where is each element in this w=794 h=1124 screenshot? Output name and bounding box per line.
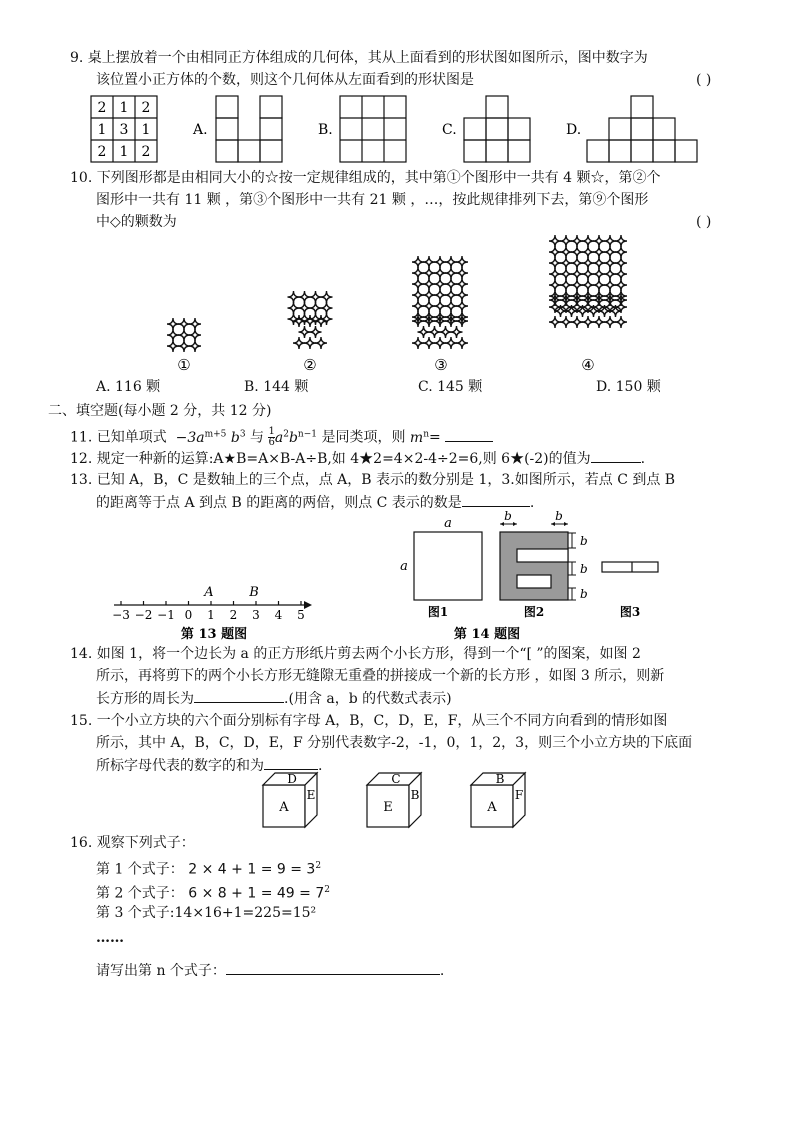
q16-answer-blank[interactable] bbox=[226, 960, 440, 975]
q16-dots: …… bbox=[96, 930, 124, 946]
grid-cell: 1 bbox=[97, 122, 107, 138]
q10-line1: 10. 下列图形都是由相同大小的☆按一定规律组成的，其中第①个图形中一共有 4 颗☆，第②个 bbox=[70, 170, 661, 186]
q12-text: 12. 规定一种新的运算:A★B=A×B-A÷B,如 4★2=4×2-4÷2=6,则 6★(-2)的值为 bbox=[70, 451, 591, 467]
q15-end: . bbox=[318, 758, 323, 774]
grid-cell: 1 bbox=[119, 144, 129, 160]
fig2-b-label-1: b bbox=[504, 509, 512, 523]
q16-end: . bbox=[439, 963, 445, 979]
cube-top-label: D bbox=[287, 772, 297, 786]
q16-row1-expression: 2 × 4 + 1 = 9 = 3 bbox=[188, 861, 316, 878]
grid-cell: 3 bbox=[119, 122, 129, 138]
fig2-b-label-4: b bbox=[580, 562, 588, 576]
fig1-side-label: a bbox=[400, 559, 408, 574]
tick-label: −2 bbox=[134, 608, 153, 622]
q11-equals: = bbox=[428, 429, 441, 446]
option-a-label: A. bbox=[193, 122, 208, 138]
option-b-label: B. bbox=[318, 122, 333, 138]
q16-row2-label: 第 2 个式子： bbox=[96, 885, 184, 902]
q16-row2 bbox=[96, 880, 330, 904]
tick-label: 1 bbox=[207, 608, 215, 622]
q9-line1: 9. 桌上摆放着一个由相同正方体组成的几何体，其从上面看到的形状图如图所示，图中数字为 bbox=[70, 50, 648, 66]
fig2-b-label-5: b bbox=[580, 587, 588, 601]
choice-d: D. 150 颗 bbox=[596, 379, 661, 395]
tick-label: −3 bbox=[112, 608, 130, 622]
q14-text-a: 长方形的周长为 bbox=[96, 691, 194, 707]
grid-cell: 2 bbox=[97, 100, 107, 116]
figure-label-2: ② bbox=[303, 356, 317, 374]
figure-label-4: ④ bbox=[581, 356, 595, 374]
q15-text: 所标字母代表的数字的和为 bbox=[96, 758, 264, 774]
q10-line2: 图形中一共有 11 颗 ，第③个图形中一共有 21 颗 ，…，按此规律排列下去，第⑨个图形 bbox=[96, 192, 649, 208]
tick-label: 4 bbox=[274, 608, 283, 622]
q15-line2: 所示，其中 A，B，C，D，E，F 分别代表数字-2，-1，0，1，2，3，则三个小立方块的下底面 bbox=[96, 735, 693, 751]
cube-top-label: B bbox=[495, 772, 505, 786]
tick-label: −1 bbox=[157, 608, 175, 622]
choice-b: B. 144 颗 bbox=[244, 379, 309, 395]
q16-ask bbox=[96, 960, 444, 981]
q16-row2-expression: 6 × 8 + 1 = 49 = 7 bbox=[188, 885, 325, 902]
q13-end: . bbox=[529, 495, 535, 511]
point-b-label: B bbox=[249, 585, 259, 600]
q15-line1: 15. 一个小立方块的六个面分别标有字母 A，B，C，D，E，F，从三个不同方向看到的情形如图 bbox=[70, 713, 668, 729]
cube-top-label: C bbox=[391, 772, 401, 786]
cube bbox=[367, 772, 421, 827]
tick-label: 2 bbox=[229, 608, 238, 622]
fig1-caption: 图1 bbox=[427, 605, 449, 619]
q16-row1-label: 第 1 个式子： bbox=[96, 861, 184, 878]
q11-monomial-2: $\frac{1}{6}$ $a^2b^{n-1}$ bbox=[268, 426, 317, 449]
point-a-label: A bbox=[204, 585, 214, 600]
cube-side-label: F bbox=[514, 788, 524, 802]
q11-expression: $m^n$ bbox=[409, 429, 429, 446]
grid-cell: 2 bbox=[141, 100, 151, 116]
q9-paren: ( ) bbox=[696, 72, 712, 88]
q11-text-a: 11. 已知单项式 bbox=[70, 429, 167, 446]
q14-caption: 第 14 题图 bbox=[453, 627, 521, 642]
fig2-b-label-2: b bbox=[555, 509, 563, 523]
cube-side-label: E bbox=[306, 788, 316, 802]
q14-text-b: .(用含 a，b 的代数式表示) bbox=[284, 691, 452, 707]
tick-label: 3 bbox=[252, 608, 260, 622]
cube bbox=[263, 772, 317, 827]
cube-front-label: E bbox=[383, 800, 393, 815]
q13-caption: 第 13 题图 bbox=[180, 627, 248, 642]
section-heading: 二、填空题(每小题 2 分，共 12 分) bbox=[48, 403, 272, 419]
q14-line2: 所示，再将剪下的两个小长方形无缝隙无重叠的拼接成一个新的长方形 ，如图 3 所示，则新 bbox=[96, 668, 665, 684]
figure-label-3: ③ bbox=[434, 356, 448, 374]
q9-line2: 该位置小正方体的个数，则这个几何体从左面看到的形状图是 bbox=[96, 72, 474, 88]
cube-front-label: A bbox=[279, 800, 289, 815]
q12-end: . bbox=[640, 451, 646, 467]
fig1-top-label: a bbox=[444, 516, 452, 531]
grid-cell: 1 bbox=[141, 122, 151, 138]
grid-cell: 2 bbox=[141, 144, 151, 160]
grid-cell: 1 bbox=[119, 100, 129, 116]
option-c-label: C. bbox=[442, 122, 457, 138]
q16-row1 bbox=[96, 856, 321, 880]
fig2-b-label-3: b bbox=[580, 534, 588, 548]
q10-paren: ( ) bbox=[696, 214, 712, 230]
q13-line1: 13. 已知 A，B，C 是数轴上的三个点，点 A，B 表示的数分别是 1，3.如图所示，若点 C 到点 B bbox=[70, 472, 676, 488]
q16-row1-sup: 2 bbox=[315, 861, 322, 871]
q16-row3: 第 3 个式子:14×16+1=225=15² bbox=[96, 905, 317, 921]
q10-line3: 中◇的颗数为 bbox=[96, 214, 177, 230]
q16-row2-sup: 2 bbox=[324, 885, 330, 895]
q13-text: 的距离等于点 A 到点 B 的距离的两倍，则点 C 表示的数是 bbox=[96, 495, 462, 511]
choice-c: C. 145 颗 bbox=[418, 379, 483, 395]
cube-side-label: B bbox=[410, 788, 420, 802]
tick-label: 0 bbox=[184, 608, 193, 622]
fig3-caption: 图3 bbox=[619, 605, 641, 619]
q14-line1: 14. 如图 1，将一个边长为 a 的正方形纸片剪去两个小长方形，得到一个“[ ”的图案，如图 2 bbox=[70, 646, 641, 662]
cube bbox=[471, 772, 525, 827]
q11-monomial-1: $-3a^{m+5}$ $b^3$ bbox=[171, 429, 246, 446]
cube-front-label: A bbox=[487, 800, 497, 815]
q16-ask-text: 请写出第 n 个式子： bbox=[96, 963, 226, 979]
q16-title: 16. 观察下列式子： bbox=[70, 835, 195, 851]
q11-text-c: 是同类项，则 bbox=[321, 429, 406, 446]
figure-label-1: ① bbox=[177, 356, 191, 374]
q11-text-b: 与 bbox=[250, 429, 265, 446]
fig2-caption: 图2 bbox=[523, 605, 545, 619]
option-d-label: D. bbox=[566, 122, 582, 138]
grid-cell: 2 bbox=[97, 144, 107, 160]
tick-label: 5 bbox=[297, 608, 305, 622]
choice-a: A. 116 颗 bbox=[96, 379, 161, 395]
